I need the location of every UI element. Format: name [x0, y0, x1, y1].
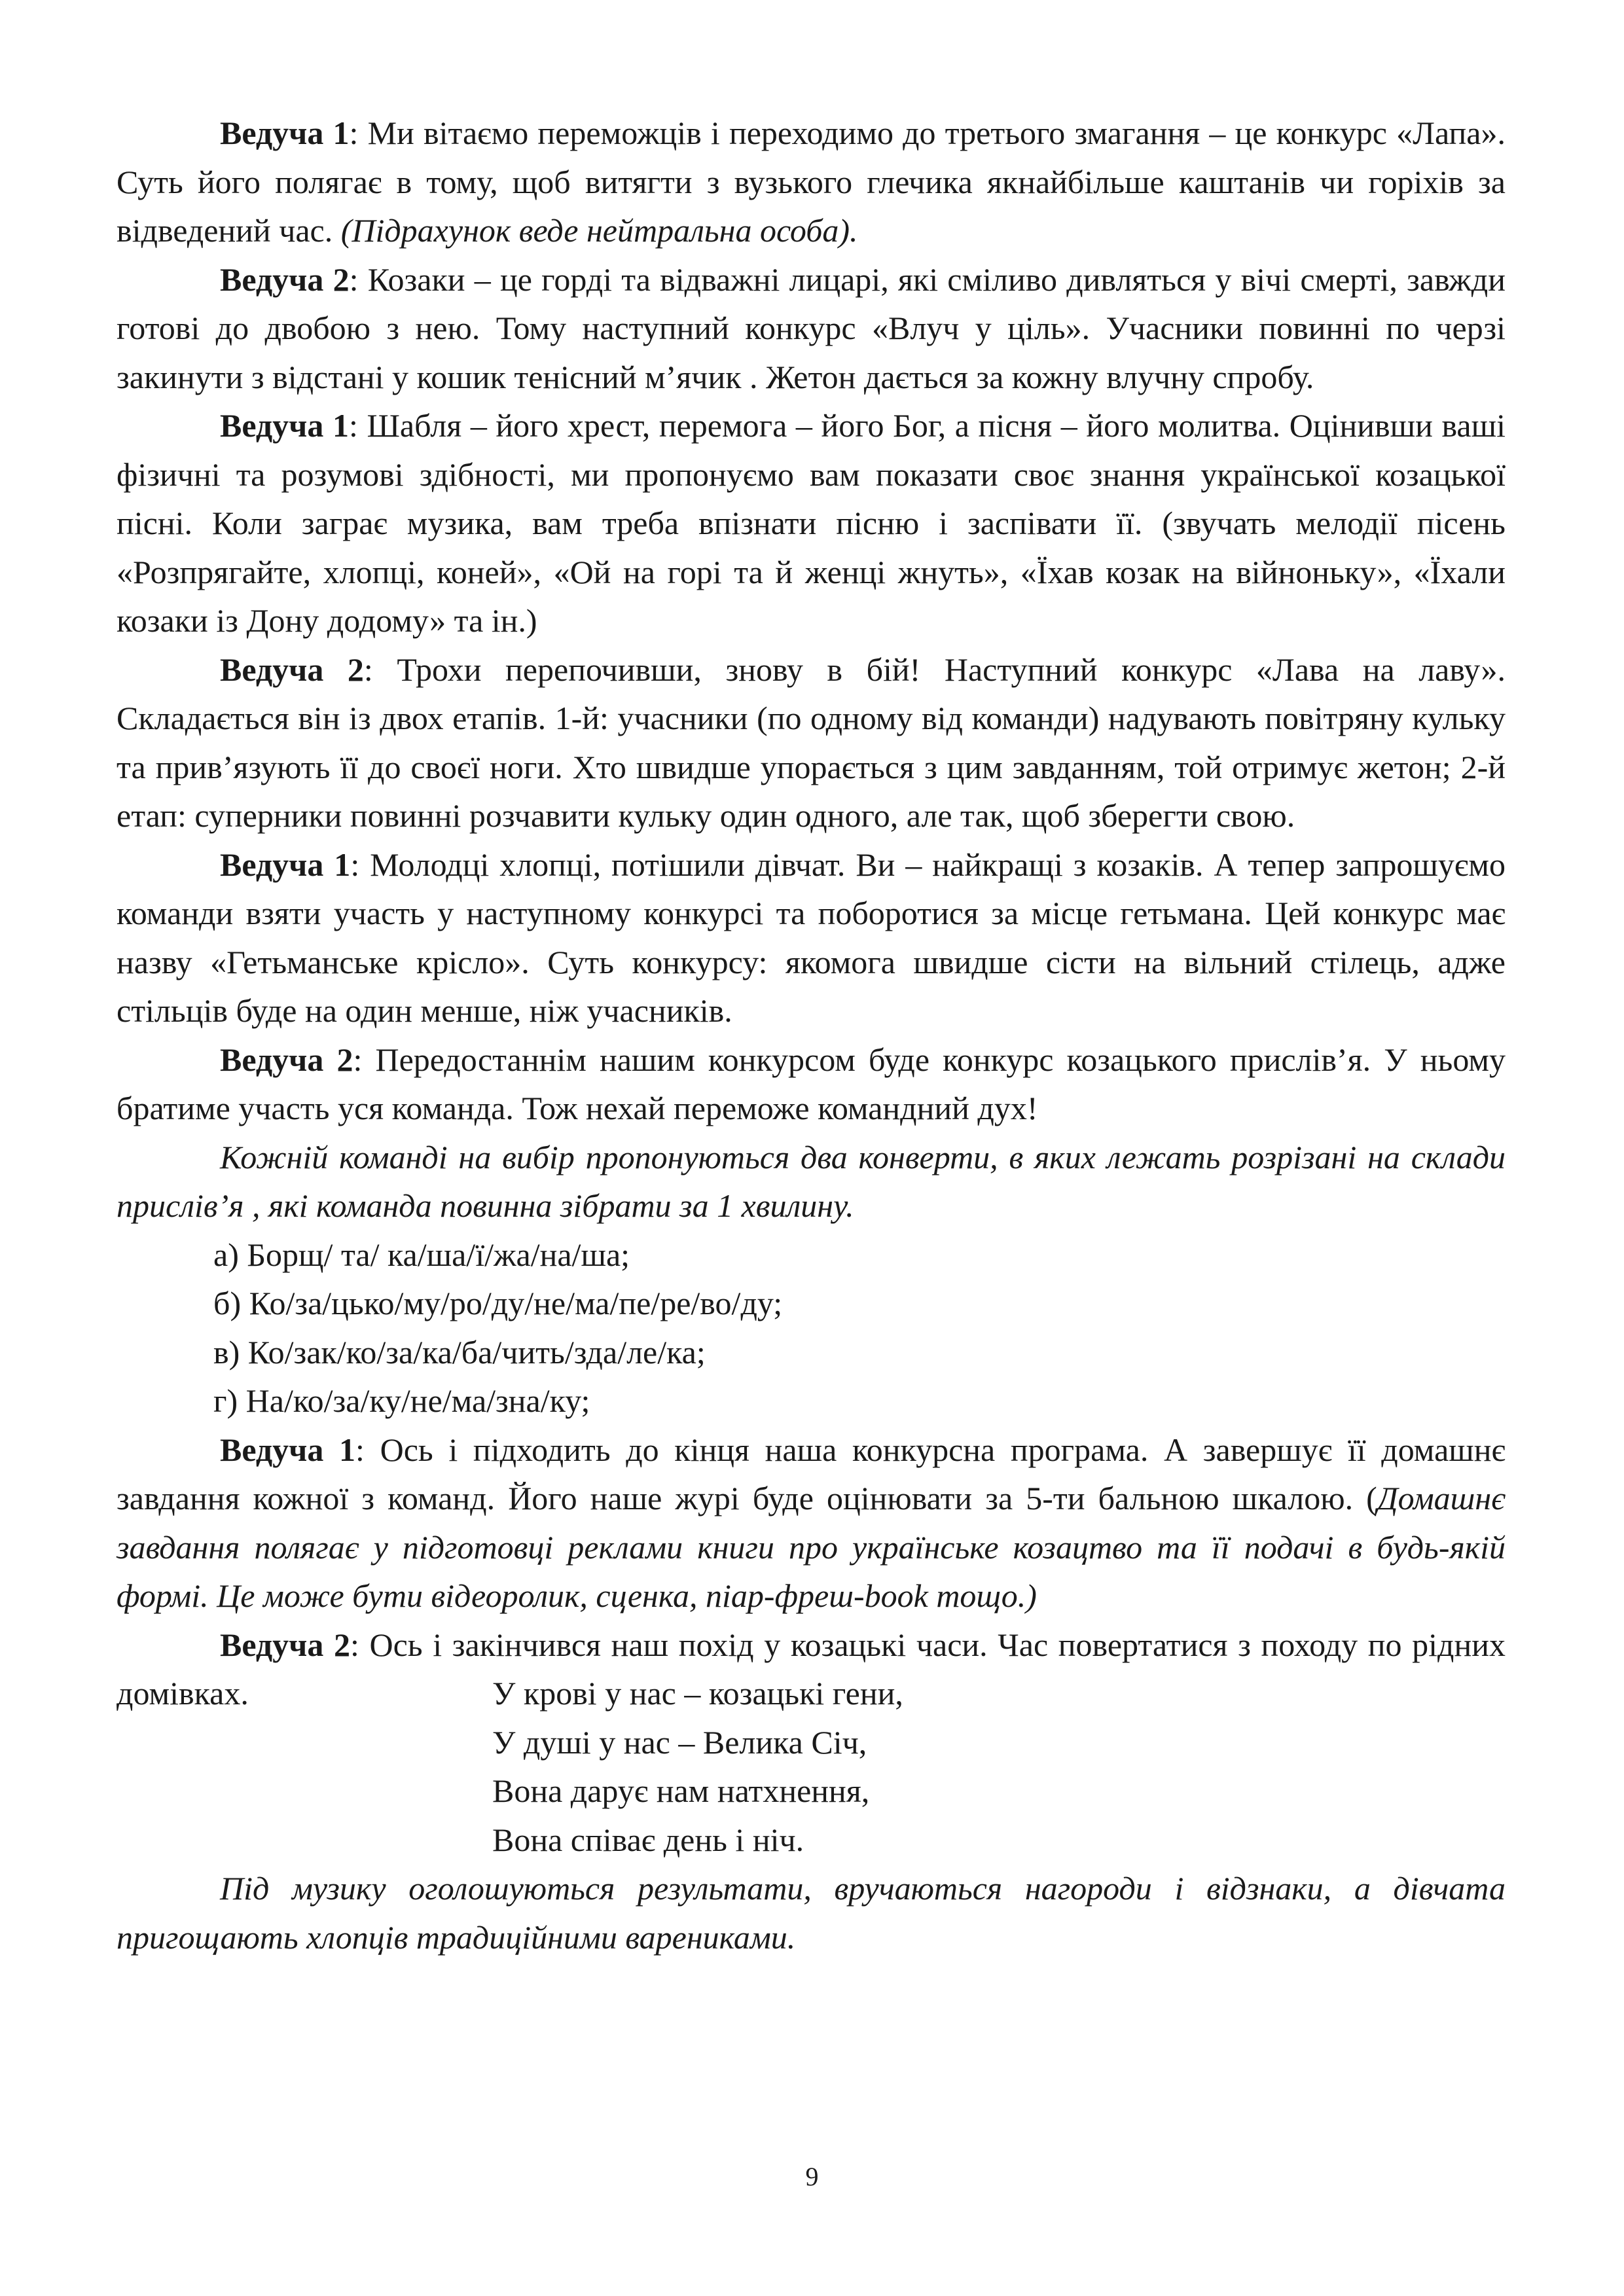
paragraph-text: : Трохи перепочивши, знову в бій! Наступний конкурс «Лава на лаву». Складається він із двох етапів. 1-й: учасники (по одному від команди) надувають повітряну кульку та прив’язують її до своєї ноги. Хто швидше упорається з цим завданням, той отримує жетон; 2-й етап: суперники повинні розчавити кульку один одного, але так, щоб зберегти свою. — [117, 651, 1506, 834]
paragraph-1 — [117, 109, 1506, 255]
speaker-label: Ведуча 2 — [220, 260, 350, 298]
paragraph-3 — [117, 401, 1506, 645]
poem-line: У душі у нас – Велика Січ, — [492, 1723, 867, 1761]
paragraph-text: : Ми вітаємо переможців і переходимо до третього змагання – це конкурс «Лапа». Суть його полягає в тому, щоб витягти з вузького глечика якнайбільше каштанів чи горіхів за відведений час. — [117, 115, 1506, 249]
speaker-label: Ведуча 1 — [220, 407, 349, 444]
paragraph-6 — [117, 1035, 1506, 1133]
poem-line: У крові у нас – козацькі гени, — [492, 1675, 903, 1712]
paragraph-text: : Ось і закінчився наш похід у козацькі часи. Час повертатися з походу по рідних домівках. — [117, 1626, 1506, 1712]
paragraph-text: : Ось і підходить до кінця наша конкурсна програма. А завершує її домашнє завдання кожної з команд. Його наше журі буде оцінювати за 5-ти бальною шкалою. ( — [117, 1431, 1506, 1516]
speaker-label: Ведуча 2 — [220, 651, 364, 688]
paragraph-text: : Шабля – його хрест, перемога – його Бог, а пісня – його молитва. Оцінивши ваші фізичні та розумові здібності, ми пропонуємо вам показати своє знання української козацької пісні. Коли заграє музика, вам треба впізнати пісню і заспівати її. (звучать мелодії пісень «Розпрягайте, хлопці, коней», «Ой на горі та й женці жнуть», «Їхав козак на війноньку», «Їхали козаки із Дону додому» та ін.) — [117, 407, 1506, 639]
poem-line: Вона співає день і ніч. — [492, 1821, 804, 1858]
stage-direction-final: Під музику оголошуються результати, вручаються нагороди і відзнаки, а дівчата пригощають хлопців традиційними варениками. — [117, 1870, 1506, 1956]
speaker-label: Ведуча 2 — [220, 1626, 350, 1663]
speaker-label: Ведуча 1 — [220, 1431, 356, 1468]
proverb-item: в) Ко/зак/ко/за/ка/ба/чить/зда/ле/ка; — [213, 1333, 706, 1371]
speaker-label: Ведуча 1 — [220, 115, 350, 151]
paragraph-4 — [117, 645, 1506, 840]
proverb-item: г) На/ко/за/ку/не/ма/зна/ку; — [213, 1382, 590, 1419]
paragraph-text: : Козаки – це горді та відважні лицарі, які сміливо дивляться у вічі смерті, завжди готові до двобою з нею. Тому наступний конкурс «Влуч у ціль». Учасники повинні по черзі закинути з відстані у кошик тенісний м’ячик . Жетон дається за кожну влучну спробу. — [117, 260, 1506, 395]
paragraph-text: : Молодці хлопці, потішили дівчат. Ви – найкращі з козаків. А тепер запрошуємо команди взяти участь у наступному конкурсі та поборотися за місце гетьмана. Цей конкурс має назву «Гетьманське крісло». Суть конкурсу: якомога швидше сісти на вільний стілець, адже стільців буде на один менше, ніж учасників. — [117, 846, 1506, 1029]
proverb-item: а) Борщ/ та/ ка/ша/ї/жа/на/ша; — [213, 1236, 630, 1273]
document-body — [117, 109, 1506, 1962]
page-number: 9 — [805, 2162, 819, 2191]
speaker-label: Ведуча 1 — [220, 846, 351, 883]
paragraph-5 — [117, 840, 1506, 1035]
poem-line: Вона дарує нам натхнення, — [492, 1772, 870, 1809]
proverb-item: б) Ко/за/цько/му/ро/ду/не/ма/пе/ре/во/ду; — [213, 1285, 783, 1321]
speaker-label: Ведуча 2 — [220, 1041, 353, 1078]
stage-direction-proverbs: Кожній команді на вибір пропонуються два конверти, в яких лежать розрізані на склади прислів’я , які команда повинна зібрати за 1 хвилину. — [117, 1138, 1506, 1224]
stage-direction: (Підрахунок веде нейтральна особа). — [340, 212, 858, 249]
paragraph-8 — [117, 1426, 1506, 1621]
stage-direction: Домашнє завдання полягає у підготовці реклами книги про українське козацтво та її подачі в будь-якій формі. Це може бути відеоролик, сценка, піар-фреш-book тощо.) — [117, 1480, 1506, 1614]
paragraph-2 — [117, 255, 1506, 402]
paragraph-text: : Передостаннім нашим конкурсом буде конкурс козацького прислів’я. У ньому братиме участь уся команда. Тож нехай переможе командний дух! — [117, 1041, 1506, 1126]
